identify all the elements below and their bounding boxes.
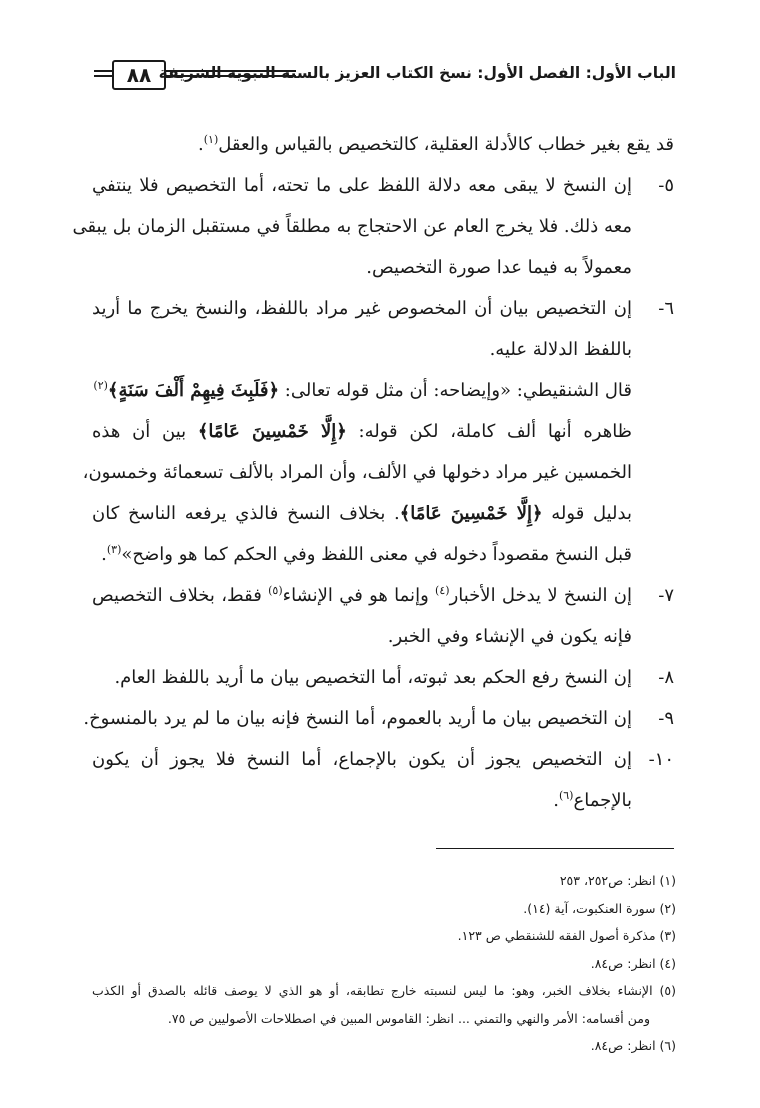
footnote-separator <box>436 848 674 849</box>
header-rule-stub <box>94 70 112 77</box>
quote-line: بدليل قوله ﴿إِلَّا خَمْسِينَ عَامًا﴾. بخلاف النسخ فالذي يرفعه الناسخ كان <box>92 503 632 524</box>
footnote-ref: (٣) <box>106 543 122 556</box>
list-item-10: ١٠- إن التخصيص يجوز أن يكون بالإجماع، أما النسخ فلا يجوز أن يكون <box>92 739 674 780</box>
quote-line: الخمسين غير مراد دخولها في الألف، وأن المراد بالألف تسعمائة وخمسون، <box>82 462 632 483</box>
list-item-7-line: فإنه يكون في الإنشاء وفي الخبر. <box>387 626 632 647</box>
quran-verse: ﴿إِلَّا خَمْسِينَ عَامًا﴾ <box>197 421 347 442</box>
footnote-ref: (٦) <box>558 789 574 802</box>
list-item-5-line: معه ذلك. فلا يخرج العام عن الاحتجاج به مطلقاً في مستقبل الزمان بل يبقى <box>72 216 632 237</box>
item-number: ٦- <box>658 298 674 319</box>
item-number: ٥- <box>658 175 674 196</box>
footnote-4: (٤) انظر: ص٨٤. <box>590 955 676 971</box>
list-item-7: ٧- إن النسخ لا يدخل الأخبار$^{(٤)}$ وإنما هو في الإنشاء$^{(٥)}$ فقط، بخلاف التخصيص <box>92 575 674 616</box>
list-item-10-line: بالإجماع$^{(٦)}$. <box>553 789 632 811</box>
footnote-2: (٢) سورة العنكبوت، آية (١٤). <box>523 900 676 916</box>
list-item-5: ٥- إن النسخ لا يبقى معه دلالة اللفظ على ما تحته، أما التخصيص فلا ينتفي <box>92 165 674 206</box>
footnote-3: (٣) مذكرة أصول الفقه للشنقطي ص ١٢٣. <box>457 928 676 943</box>
quote-line: قال الشنقيطي: «وإيضاحه: أن مثل قوله تعالى: ﴿فَلَبِثَ فِيهِمْ أَلْفَ سَنَةٍ﴾$^{(٢)}$ <box>93 379 632 401</box>
list-item-6-line: باللفظ الدلالة عليه. <box>489 339 632 360</box>
quote-line: قبل النسخ مقصوداً دخوله في معنى اللفظ وفي الحكم كما هو واضح»$^{(٣)}$. <box>101 543 632 565</box>
footnote-ref: (١) <box>203 133 219 146</box>
item-number: ٩- <box>658 708 674 729</box>
paragraph-line: قد يقع بغير خطاب كالأدلة العقلية، كالتخصيص بالقياس والعقل$^{(١)}$. <box>198 133 674 155</box>
page-header <box>94 58 676 96</box>
footnote-5-continued: ومن أقسامه: الأمر والنهي والتمني ... انظر: القاموس المبين في اصطلاحات الأصوليين ص ٧٥. <box>167 1010 650 1026</box>
list-item-8: ٨- إن النسخ رفع الحكم بعد ثبوته، أما التخصيص بيان ما أريد باللفظ العام. <box>92 657 674 698</box>
footnote-6: (٦) انظر: ص٨٤. <box>590 1038 676 1053</box>
footnote-1: (١) انظر: ص٢٥٢، ٢٥٣ <box>559 873 676 888</box>
quran-verse: ﴿فَلَبِثَ فِيهِمْ أَلْفَ سَنَةٍ﴾ <box>107 380 280 401</box>
quran-verse: ﴿إِلَّا خَمْسِينَ عَامًا﴾ <box>399 503 543 524</box>
list-item-5-line: معمولاً به فيما عدا صورة التخصيص. <box>366 257 632 278</box>
item-number: ١٠- <box>648 749 674 770</box>
list-item-9: ٩- إن التخصيص بيان ما أريد بالعموم، أما النسخ فإنه بيان ما لم يرد بالمنسوخ. <box>92 698 674 739</box>
footnote-ref: (٢) <box>93 379 108 392</box>
running-header-title: الباب الأول: الفصل الأول: نسخ الكتاب العزيز بالسنة النبوية الشريفة <box>158 64 676 82</box>
footnote-ref: (٤) <box>435 584 450 597</box>
main-text <box>72 124 674 821</box>
footnote-5: (٥) الإنشاء بخلاف الخبر، وهو: ما ليس لنسبته خارج تطابقه، أو هو الذي لا يوصف قائله بالصدق أو الكذب <box>92 983 676 998</box>
footnotes <box>92 867 676 1060</box>
list-item-6: ٦- إن التخصيص بيان أن المخصوص غير مراد باللفظ، والنسخ يخرج ما أريد <box>92 288 674 329</box>
page-number: ٨٨ <box>112 60 166 90</box>
item-number: ٨- <box>658 667 674 688</box>
item-number: ٧- <box>658 585 674 606</box>
quote-line: ظاهره أنها ألف كاملة، لكن قوله: ﴿إِلَّا خَمْسِينَ عَامًا﴾ بين أن هذه <box>92 421 633 442</box>
footnote-ref: (٥) <box>268 584 283 597</box>
